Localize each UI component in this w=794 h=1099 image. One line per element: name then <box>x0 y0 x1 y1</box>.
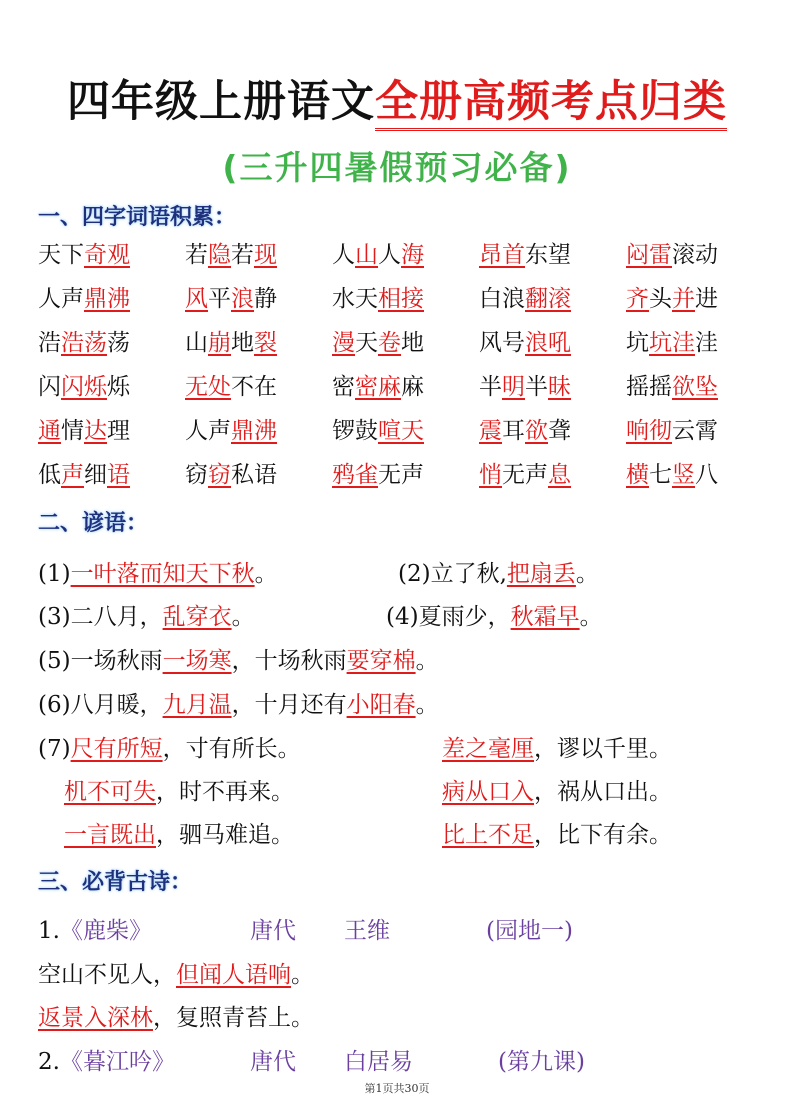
highlighted-text: 现 <box>254 242 277 268</box>
poem-1-dynasty: 唐代 <box>250 918 296 944</box>
idiom-cell <box>185 236 277 269</box>
text-segment: ，寸有所长。 <box>162 736 301 762</box>
text-segment: ，复照青苔上。 <box>153 1005 314 1031</box>
idiom-cell <box>626 236 718 269</box>
text-segment: 。 <box>231 604 255 630</box>
text-segment: 。 <box>415 692 439 718</box>
idiom-cell <box>185 456 277 489</box>
text-segment: (2)立了秋, <box>398 561 507 587</box>
highlighted-text: 浩荡 <box>61 330 107 356</box>
text-segment: 八 <box>695 462 718 488</box>
highlighted-text: 欲坠 <box>672 374 718 400</box>
highlighted-text: 漫 <box>332 330 355 356</box>
text-segment: ，驷马难追。 <box>156 822 294 848</box>
text-segment: 云霄 <box>672 418 718 444</box>
page-footer: 第1页共30页 <box>364 1082 430 1095</box>
highlighted-text: 一场寒 <box>162 648 232 674</box>
text-segment: 无声 <box>378 462 424 488</box>
text-segment: 无声 <box>502 462 548 488</box>
poem-1-number: 1. <box>38 918 60 944</box>
text-segment: 窃 <box>185 462 208 488</box>
text-segment: 半 <box>479 374 502 400</box>
text-segment: 。 <box>575 561 599 587</box>
highlighted-text: 乱穿衣 <box>162 604 232 630</box>
idiom-cell <box>185 324 277 357</box>
text-segment: (6)八月暖， <box>38 692 163 718</box>
idiom-cell <box>479 324 571 357</box>
idiom-cell <box>185 368 277 401</box>
idiom-cell <box>332 324 424 357</box>
highlighted-text: 海 <box>401 242 424 268</box>
highlighted-text: 一叶落而知天下秋 <box>70 561 255 587</box>
highlighted-text: 密麻 <box>355 374 401 400</box>
text-segment: 。 <box>254 561 278 587</box>
highlighted-text: 隐 <box>208 242 231 268</box>
proverb-5 <box>38 642 439 675</box>
poem-1-header <box>38 912 152 945</box>
text-segment: ，时不再来。 <box>156 779 294 805</box>
idiom-cell <box>332 280 424 313</box>
section-heading-idioms: 一、四字词语积累： <box>38 205 237 230</box>
idiom-cell <box>479 368 571 401</box>
highlighted-text: 一言既出 <box>64 822 156 848</box>
poem-2-header <box>38 1043 175 1076</box>
text-segment: 静 <box>254 286 277 312</box>
highlighted-text: 鼎沸 <box>231 418 277 444</box>
highlighted-text: 达 <box>84 418 107 444</box>
highlighted-text: 息 <box>548 462 571 488</box>
text-segment: 低 <box>38 462 61 488</box>
text-segment: 水天 <box>332 286 378 312</box>
highlighted-text: 九月温 <box>162 692 232 718</box>
highlighted-text: 差之毫厘 <box>442 736 534 762</box>
highlighted-text: 机不可失 <box>64 779 156 805</box>
text-segment: (5)一场秋雨 <box>38 648 163 674</box>
text-segment: 不在 <box>231 374 277 400</box>
proverb-7c <box>64 773 294 806</box>
highlighted-text: 鸦雀 <box>332 462 378 488</box>
highlighted-text: 山 <box>355 242 378 268</box>
idiom-cell <box>332 412 424 445</box>
highlighted-text: 响彻 <box>626 418 672 444</box>
text-segment: 进 <box>695 286 718 312</box>
highlighted-text: 并 <box>672 286 695 312</box>
text-segment: (1) <box>38 561 71 587</box>
proverb-7d <box>442 773 672 806</box>
text-segment: 地 <box>401 330 424 356</box>
highlighted-text: 小阳春 <box>346 692 416 718</box>
idiom-row <box>38 236 768 280</box>
text-segment: ，谬以千里。 <box>534 736 672 762</box>
text-segment: 平 <box>208 286 231 312</box>
highlighted-text: 闪烁 <box>61 374 107 400</box>
text-segment: 空山不见人， <box>38 962 176 988</box>
highlighted-text: 秋霜早 <box>510 604 580 630</box>
text-segment: 若 <box>185 242 208 268</box>
text-segment: 闪 <box>38 374 61 400</box>
poem-1-line-2 <box>38 999 314 1032</box>
idiom-row <box>38 412 768 456</box>
highlighted-text: 坑洼 <box>649 330 695 356</box>
idiom-cell <box>38 280 130 313</box>
text-segment: 山 <box>185 330 208 356</box>
text-segment: 私语 <box>231 462 277 488</box>
text-segment: 人 <box>332 242 355 268</box>
idiom-cell <box>332 368 424 401</box>
text-segment: 麻 <box>401 374 424 400</box>
highlighted-text: 相接 <box>378 286 424 312</box>
highlighted-text: 奇观 <box>84 242 130 268</box>
highlighted-text: 翻滚 <box>525 286 571 312</box>
idiom-cell <box>332 456 424 489</box>
proverb-7b <box>442 730 672 763</box>
idiom-row <box>38 456 768 500</box>
text-segment: 东望 <box>525 242 571 268</box>
text-segment: 地 <box>231 330 254 356</box>
idiom-cell <box>479 280 571 313</box>
text-segment: 风号 <box>479 330 525 356</box>
highlighted-text: 声 <box>61 462 84 488</box>
text-segment: 。 <box>579 604 603 630</box>
text-segment: 聋 <box>548 418 571 444</box>
text-segment: 半 <box>525 374 548 400</box>
text-segment: 天下 <box>38 242 84 268</box>
text-segment: (7) <box>38 736 71 762</box>
text-segment: 人声 <box>185 418 231 444</box>
text-segment: 荡 <box>107 330 130 356</box>
text-segment: 白浪 <box>479 286 525 312</box>
poem-1-author: 王维 <box>344 918 390 944</box>
idiom-cell <box>38 236 130 269</box>
text-segment: 天 <box>355 330 378 356</box>
highlighted-text: 裂 <box>254 330 277 356</box>
poem-2-title: 《暮江吟》 <box>59 1049 175 1075</box>
text-segment: (4)夏雨少， <box>386 604 511 630</box>
idiom-cell <box>479 456 571 489</box>
idiom-cell <box>626 368 718 401</box>
text-segment: 。 <box>291 962 314 988</box>
poem-2-author: 白居易 <box>344 1049 413 1075</box>
text-segment: ，比下有余。 <box>534 822 672 848</box>
highlighted-text: 浪吼 <box>525 330 571 356</box>
text-segment: 烁 <box>107 374 130 400</box>
highlighted-text: 但闻人语响 <box>176 962 291 988</box>
idiom-row <box>38 280 768 324</box>
highlighted-text: 返景入深林 <box>38 1005 153 1031</box>
highlighted-text: 昧 <box>548 374 571 400</box>
text-segment: 若 <box>231 242 254 268</box>
page-title <box>0 68 794 129</box>
text-segment: 头 <box>649 286 672 312</box>
highlighted-text: 无处 <box>185 374 231 400</box>
text-segment: 滚动 <box>672 242 718 268</box>
text-segment: ，祸从口出。 <box>534 779 672 805</box>
poem-2-dynasty: 唐代 <box>250 1049 296 1075</box>
page-subtitle: (三升四暑假预习必备) <box>222 148 572 187</box>
idiom-cell <box>185 280 277 313</box>
highlighted-text: 病从口入 <box>442 779 534 805</box>
proverb-3 <box>38 598 255 631</box>
idiom-cell <box>38 324 130 357</box>
highlighted-text: 崩 <box>208 330 231 356</box>
highlighted-text: 明 <box>502 374 525 400</box>
text-segment: 洼 <box>695 330 718 356</box>
highlighted-text: 比上不足 <box>442 822 534 848</box>
proverb-7a <box>38 730 301 763</box>
text-segment: 人 <box>378 242 401 268</box>
poem-1-line-1 <box>38 956 314 989</box>
text-segment: 七 <box>649 462 672 488</box>
idiom-cell <box>626 456 718 489</box>
highlighted-text: 尺有所短 <box>70 736 163 762</box>
highlighted-text: 闷雷 <box>626 242 672 268</box>
highlighted-text: 语 <box>107 462 130 488</box>
text-segment: 细 <box>84 462 107 488</box>
proverb-2 <box>398 555 599 588</box>
idiom-row <box>38 368 768 412</box>
highlighted-text: 昂首 <box>479 242 525 268</box>
text-segment: 理 <box>107 418 130 444</box>
text-segment: 浩 <box>38 330 61 356</box>
text-segment: ，十场秋雨 <box>231 648 347 674</box>
idiom-cell <box>626 280 718 313</box>
highlighted-text: 欲 <box>525 418 548 444</box>
text-segment: 密 <box>332 374 355 400</box>
text-segment: 耳 <box>502 418 525 444</box>
poem-1-title: 《鹿柴》 <box>59 918 152 944</box>
highlighted-text: 要穿棉 <box>346 648 416 674</box>
text-segment: 坑 <box>626 330 649 356</box>
title-plain: 四年级上册语文 <box>67 77 375 127</box>
highlighted-text: 窃 <box>208 462 231 488</box>
text-segment: 摇摇 <box>626 374 672 400</box>
proverb-6 <box>38 686 439 719</box>
proverb-4 <box>386 598 603 631</box>
proverb-1 <box>38 555 278 588</box>
idiom-row <box>38 324 768 368</box>
proverb-7e <box>64 816 294 849</box>
idiom-cell <box>38 412 130 445</box>
text-segment: (3)二八月， <box>38 604 163 630</box>
idiom-cell <box>479 236 571 269</box>
highlighted-text: 鼎沸 <box>84 286 130 312</box>
idiom-cell <box>626 412 718 445</box>
highlighted-text: 竖 <box>672 462 695 488</box>
title-highlight: 全册高频考点归类 <box>375 77 727 131</box>
highlighted-text: 齐 <box>626 286 649 312</box>
highlighted-text: 风 <box>185 286 208 312</box>
poem-2-source: (第九课) <box>498 1049 585 1075</box>
text-segment: ，十月还有 <box>231 692 347 718</box>
poem-1-source: (园地一) <box>486 918 573 944</box>
highlighted-text: 震 <box>479 418 502 444</box>
highlighted-text: 把扇丢 <box>506 561 576 587</box>
text-segment: 锣鼓 <box>332 418 378 444</box>
idiom-cell <box>38 456 130 489</box>
idiom-cell <box>479 412 571 445</box>
highlighted-text: 通 <box>38 418 61 444</box>
proverb-7f <box>442 816 672 849</box>
text-segment: 情 <box>61 418 84 444</box>
idiom-cell <box>185 412 277 445</box>
text-segment: 人声 <box>38 286 84 312</box>
idiom-grid <box>38 236 768 500</box>
highlighted-text: 喧天 <box>378 418 424 444</box>
idiom-cell <box>38 368 130 401</box>
highlighted-text: 浪 <box>231 286 254 312</box>
poem-2-number: 2. <box>38 1049 60 1075</box>
idiom-cell <box>332 236 424 269</box>
text-segment: 。 <box>415 648 439 674</box>
highlighted-text: 横 <box>626 462 649 488</box>
section-heading-poems: 三、必背古诗： <box>38 870 193 895</box>
highlighted-text: 悄 <box>479 462 502 488</box>
highlighted-text: 卷 <box>378 330 401 356</box>
section-heading-proverbs: 二、谚语： <box>38 511 149 536</box>
idiom-cell <box>626 324 718 357</box>
